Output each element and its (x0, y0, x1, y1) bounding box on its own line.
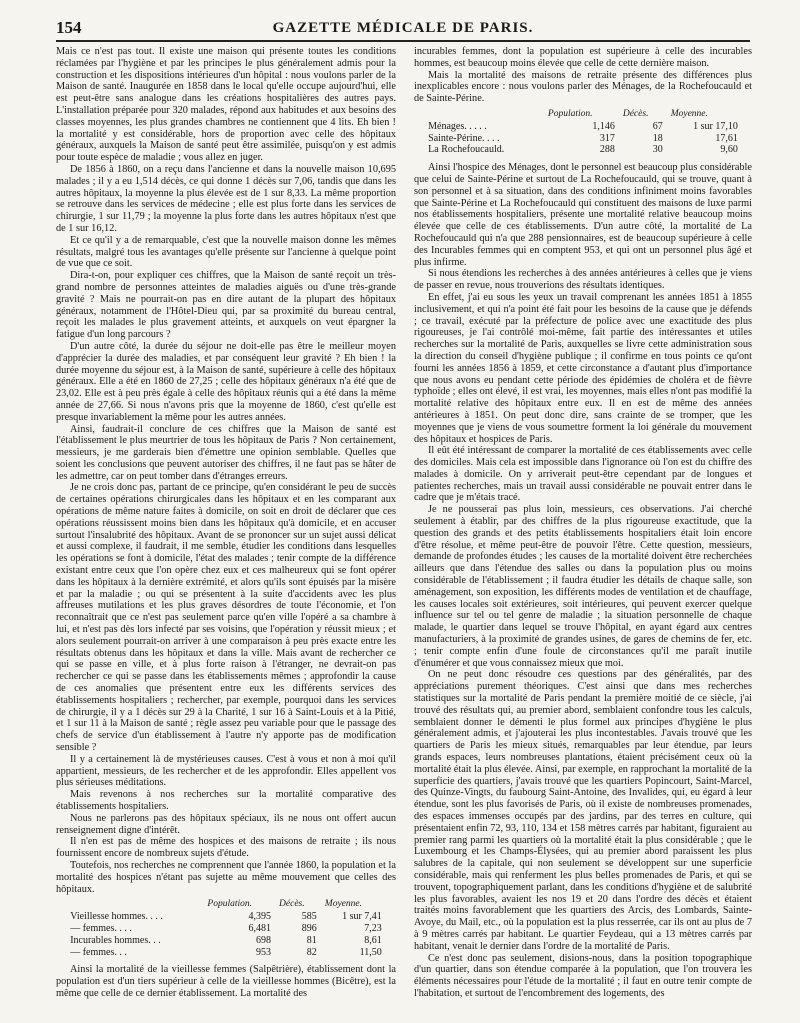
table-cell: Vieillesse hommes. . . . (70, 911, 163, 923)
table-cell: 6,481 (248, 922, 272, 934)
journal-title: GAZETTE MÉDICALE DE PARIS. (272, 20, 534, 36)
page-number: 154 (56, 18, 82, 37)
paragraph: Il y a certainement là de mystérieuses causes. C'est à vous et non à moi qu'il appartient, messieurs, de les rechercher et de les approfondir. Elles appellent vos plus sérieuses méditations. (56, 753, 396, 789)
paragraph: En effet, j'ai eu sous les yeux un travail comprenant les années 1851 à 1855 inclusivement, et qui n'a point été fait pour les besoins de la cause que je défends ; ce travail, exécuté par la préfecture de police avec une exactitude des plus rigoureuses, je l'ai contrôlé moi-même, fait partie des intéressantes et utiles recherches sur la mortalité de Paris, auxquelles se livre cette administration sous la direction du conseil d'hygiène publique ; il confirme en tous points ce qu'ont fourni les années 1856 à 1859, et cette circonstance a d'autant plus d'importance que nous avons eu pendant cette période des épidémies de choléra et de fièvre typhoïde ; elles ont élevé, il est vrai, les moyennes, mais elles n'ont pas modifié la mortalité relative des hôpitaux entre eux. Il en est de même des années antérieures à 1851. On peut donc dire, sans crainte de se tromper, que les moyennes que je viens de vous soumettre forment la loi générale du mouvement des hôpitaux et hospices de Paris. (414, 291, 752, 445)
paragraph: Je ne pousserai pas plus loin, messieurs, ces observations. J'ai cherché seulement à établir, par des chiffres de la plus rigoureuse exactitude, que la question des grands et des petits établissements hospitaliers était loin encore d'être résolue, et même peut-être de pouvoir l'être. Cette question, messieurs, demande de profondes études ; les causes de la mortalité doivent être recherchées ailleurs que dans l'étendue des salles ou dans la population plus ou moins considérable de l'établissement ; il faudra étudier les détails de chaque salle, son aménagement, son exposition, les différents modes de ventilation et de chauffage, les causes locales soit extérieures, soit intérieures, qui peuvent exercer quelque influence sur tel ou tel genre de maladie ; la situation personnelle de chaque malade, le quartier dans lequel se trouve l'hôpital, en ayant égard aux centres manufacturiers, à la proximité de grandes usines, de gares de chemins de fer, etc. ; tenir compte enfin d'une foule de circonstances qu'il me paraît inutile d'énumérer et que vous connaissez mieux que moi. (414, 504, 752, 669)
table-cell: 953 (256, 946, 272, 958)
table-cell: 585 (301, 911, 317, 923)
table-cell: Ménages. . . . . (428, 120, 487, 132)
table-cell: Sainte-Périne. . . . (428, 132, 500, 144)
paragraph: Ainsi la mortalité de la vieillesse femmes (Salpêtrière), établissement dont la population est d'un tiers supérieur à celle de la vieillesse hommes (Bicêtre), est la même que celle de ce dernier établissement. La mortalité des (56, 964, 396, 999)
table-cell: 11,50 (359, 946, 382, 958)
table-cell: 17,61 (715, 132, 738, 144)
table-row (66, 923, 386, 935)
table-row (424, 144, 742, 156)
table-header: Population. (207, 899, 252, 910)
paragraph: Ce n'est donc pas seulement, disions-nous, dans la position topographique d'un quartier, dans son étendue comparée à la population, que l'on trouvera les éléments nécessaires pour l'étude de la mortalité ; il faut en outre tenir compte de l'habitation, et surtout de l'encombrement des logements, des (414, 952, 752, 999)
table-cell: 67 (652, 120, 663, 132)
table-cell: — femmes. . . . (70, 922, 132, 934)
table-row (66, 911, 386, 923)
table-cell: 1,146 (592, 120, 615, 132)
table-cell: 1 sur 17,10 (693, 120, 738, 132)
paragraph: D'un autre côté, la durée du séjour ne doit-elle pas être le meilleur moyen d'apprécier la durée des maladies, et par conséquent leur gravité ? Eh bien ! la durée moyenne du séjour est, à la Maison de santé, supérieure à celle des hôpitaux généraux. Elle a été en 1860 de 27,25 ; celle des hôpitaux généraux n'a été que de 23,02. Elle est à peu près égale à celle des hôpitaux réunis qui a été dans la même année de 27,66. Si nous n'avons pris que la moyenne de 1860, c'est qu'elle est presque invariablement la même pour les autres années. (56, 340, 396, 423)
paragraph: De 1856 à 1860, on a reçu dans l'ancienne et dans la nouvelle maison 10,695 malades ; il y a eu 1,514 décès, ce qui donne 1 décès sur 7,06, tandis que dans les autres hôpitaux, la moyenne la plus élevée est de 1 sur 8,33. La même proportion se retrouve dans les services de médecine ; elle est plus forte dans les services de chirurgie, 1 sur 11,79 ; la moyenne la plus forte dans les autres hôpitaux n'est que de 1 sur 16,12. (56, 163, 396, 234)
table-cell: Incurables hommes. . . (70, 934, 161, 946)
paragraph: Dira-t-on, pour expliquer ces chiffres, que la Maison de santé reçoit un très-grand nombre de personnes atteintes de maladies aiguës ou d'une très-grande gravité ? Mais ne pourrait-on pas en dire autant de la plupart des hôpitaux généraux, notamment de l'Hôtel-Dieu qui, par sa proximité du bureau central, reçoit les malades le plus gravement atteints, et auxquels on veut épargner la fatigue d'un long parcours ? (56, 270, 396, 341)
paragraph: Ainsi l'hospice des Ménages, dont le personnel est beaucoup plus considérable que celui de Sainte-Périne et surtout de La Rochefoucauld, qui se trouve, quant à son personnel et à sa situation, dans des conditions infiniment moins favorables que Sainte-Périne et La Rochefoucauld qui constituent des maisons de luxe parmi nos établissements hospitaliers, présente une mortalité relative beaucoup moins élevée que celle de ces établissements. D'un autre côté, la mortalité de La Rochefoucauld qui n'a que 288 pensionnaires, est de beaucoup supérieure à celle des Incurables femmes qui en comptent 953, et qui ont un personnel plus âgé et plus infirme. (414, 162, 752, 268)
table-header (424, 109, 544, 121)
table-header: Moyenne. (324, 899, 362, 910)
retirement-homes-table (424, 109, 742, 156)
left-column (56, 46, 396, 1018)
paragraph: Il eût été intéressant de comparer la mortalité de ces établissements avec celle des domiciles. Mais cela est impossible dans l'ignorance où l'on est du chiffre des malades à domicile. On y arriverait peut-être cependant par de longues et patientes recherches, mais un travail aussi considérable ne pouvait entrer dans le cadre que je m'étais tracé. (414, 445, 752, 504)
hospices-mortality-table (66, 899, 386, 958)
table-cell: 8,61 (364, 934, 382, 946)
paragraph: Nous ne parlerons pas des hôpitaux spéciaux, ils ne nous ont offert aucun renseignement digne d'intérêt. (56, 812, 396, 836)
page-header (56, 14, 750, 42)
table-cell: 1 sur 7,41 (342, 911, 382, 923)
table-header (66, 899, 203, 911)
table-cell: 896 (301, 922, 317, 934)
table-row (424, 121, 742, 133)
table-header-row (424, 109, 742, 121)
paragraph: Il n'en est pas de même des hospices et des maisons de retraite ; ils nous fournissent encore de nombreux sujets d'étude. (56, 836, 396, 860)
table-cell: 9,60 (720, 144, 738, 156)
right-column (414, 46, 752, 1018)
table-cell: La Rochefoucauld. (428, 144, 505, 156)
table-cell: 698 (256, 934, 272, 946)
paragraph: Mais ce n'est pas tout. Il existe une maison qui présente toutes les conditions réclamées par l'hygiène et par les principes le plus généralement admis pour la construction et les dispositions intérieures d'un hôpital : nous voulons parler de la Maison de santé. Inaugurée en 1858 dans le local qu'elle occupe aujourd'hui, elle est peut-être sans analogue dans les créations hospitalières des autres pays. L'installation préparée pour 320 malades, répond aux habitudes et aux besoins des classes moyennes, les plus grandes chambres ne contiennent que 4 lits. Eh bien ! la mortalité y est considérable, hors de proportion avec celle des hôpitaux généraux, auxquels la Maison de santé peut être assimilée, puisqu'on y est admis pour toute espèce de maladie ; vous allez en juger. (56, 46, 396, 164)
table-header: Population. (547, 108, 593, 119)
table-header-row (66, 899, 386, 911)
paragraph: Ainsi, faudrait-il conclure de ces chiffres que la Maison de santé est l'établissement le plus meurtrier de tous les hôpitaux de Paris ? Non certainement, messieurs, je me garderais bien d'émettre une opinion semblable. Quelles que soient les conclusions que peuvent autoriser des chiffres, il ne faut pas se hâter de les admettre, car on peut tomber dans d'étranges erreurs. (56, 423, 396, 482)
table-row (66, 947, 386, 959)
table-cell: 18 (652, 132, 663, 144)
table-cell: 4,395 (248, 911, 272, 923)
table-header: Décès. (279, 899, 305, 910)
table-header: Décès. (622, 108, 649, 119)
paragraph: Je ne crois donc pas, partant de ce principe, qu'en considérant le peu de succès de certaines opérations chirurgicales dans les hôpitaux et en les comparant aux opérations de même nature faites à domicile, on soit en droit de déclarer que ces opérations réussissent moins bien dans les hôpitaux qu'à domicile, et en accuser surtout l'insalubrité des hôpitaux. Avant de se prononcer sur un sujet aussi délicat et aussi complexe, il faudrait, il me semble, étudier les conditions dans lesquelles les opérations se font à domicile, l'état des malades ; tenir compte de la différence existant entre ceux que l'on opère chez eux et ces malheureux qui se font opérer dans les hôpitaux à la dernière extrémité, et alors qu'ils sont épuisés par la misère et par la maladie ; ou qui se présentent à la suite d'accidents avec les plus affreuses mutilations et les plus graves désordres de toute l'économie, et l'on reconnaîtrait que ce n'est pas seulement parce qu'en ville l'opéré a sa chambre à lui, et n'est pas dès lors infecté par ses voisins, que l'opération y réussit mieux ; et alors seulement pourrait-on arriver à une comparaison à peu près exacte entre les résultats obtenus dans les hôpitaux et dans la ville. Mais avant de rechercher ce qui se passe en ville, et à plus forte raison à l'étranger, ne devrait-on pas rechercher ce qui se passe dans les établissements mêmes ; approfondir la cause de ces anomalies que présentent entre eux les différents services des établissements hospitaliers ; rechercher, par exemple, pourquoi dans les services de chirurgie, il y a 1 décès sur 29 à la Charité, 1 sur 16 à Saint-Louis et à la Pitié, et 1 sur 11 à la Maison de santé ; règle assez peu variable pour que le passage des chefs de service d'un établissement à l'autre n'y apporte pas de modification sensible ? (56, 482, 396, 754)
paragraph: incurables femmes, dont la population est supérieure à celle des incurables hommes, est beaucoup moins élevée que celle de cette dernière maison. (414, 46, 752, 69)
table-cell: 7,23 (364, 922, 382, 934)
paragraph: Et ce qu'il y a de remarquable, c'est que la nouvelle maison donne les mêmes résultats, malgré tous les avantages qu'elle présente sur l'ancienne à quelque point de vue que ce soit. (56, 234, 396, 270)
paragraph: Mais la mortalité des maisons de retraite présente des différences plus inexplicables encore : nous voulons parler des Ménages, de la Rochefoucauld et de Sainte-Périne. (414, 69, 752, 105)
table-cell: — femmes. . . (70, 946, 127, 958)
paragraph: On ne peut donc résoudre ces questions par des généralités, par des appréciations purement théoriques. C'est ainsi que dans mes recherches statistiques sur la mortalité de Paris pendant la première moitié de ce siècle, j'ai trouvé des résultats qui, au premier abord, semblaient confondre tous les calculs, semblaient donner le démenti le plus formel aux principes d'hygiène le plus généralement admis, et j'ajouterai les plus incontestables. J'avais trouvé que les quartiers de Paris les mieux situés, remarquables par leur étendue, par leurs grands espaces, leurs nombreuses plantations, étaient précisément ceux où la mortalité était la plus élevée. Ainsi, par exemple, en rapprochant la mortalité de la superficie des quartiers, j'avais trouvé que les quartiers Popincourt, Saint-Marcel, des Quinze-Vingts, du faubourg Saint-Antoine, des Invalides, qui, eu égard à leur étendue, sont les plus favorisés de Paris, où il existe de nombreuses promenades, des espaces immenses occupés par des jardins, par des terres en culture, qui présentaient enfin 72, 93, 110, 134 et 158 mètres carrés par habitant, figuraient au premier rang parmi les quartiers où la mortalité était la plus considérable ; que le Luxembourg et les Champs-Élysées, qui au premier abord paraissent les plus salubres de la capitale, qui non seulement se développent sur une superficie considérable, mais qui renferment les plus belles promenades de Paris, et qui se trouvent, topographiquement parlant, dans les conditions d'hygiène et de salubrité les plus favorables, avaient les nos 19 et 20 dans l'ordre des décès et étaient traités moins favorablement que les quartiers des Arcis, des Lombards, Sainte-Avoye, du Mail, etc., où la population est la plus resserrée, car ils ont au plus de 7 à 9 mètres carrés par habitant. Le quartier Feydeau, qui a 13 mètres carrés par habitant, venait le dernier dans l'ordre de la mortalité de Paris. (414, 669, 752, 952)
paragraph: Mais revenons à nos recherches sur la mortalité comparative des établissements hospitaliers. (56, 789, 396, 812)
table-cell: 82 (306, 946, 317, 958)
paragraph: Si nous étendions les recherches à des années antérieures à celles que je viens de passer en revue, nous trouverions des résultats identiques. (414, 268, 752, 292)
table-cell: 81 (306, 934, 317, 946)
table-cell: 288 (599, 144, 615, 156)
table-header: Moyenne. (670, 108, 708, 119)
table-cell: 30 (652, 144, 663, 156)
paragraph: Toutefois, nos recherches ne comprennent que l'année 1860, la population et la mortalité des hospices n'étant pas sujette au même mouvement que celles des hôpitaux. (56, 859, 396, 895)
table-row (424, 133, 742, 145)
table-cell: 317 (599, 132, 615, 144)
table-row (66, 935, 386, 947)
